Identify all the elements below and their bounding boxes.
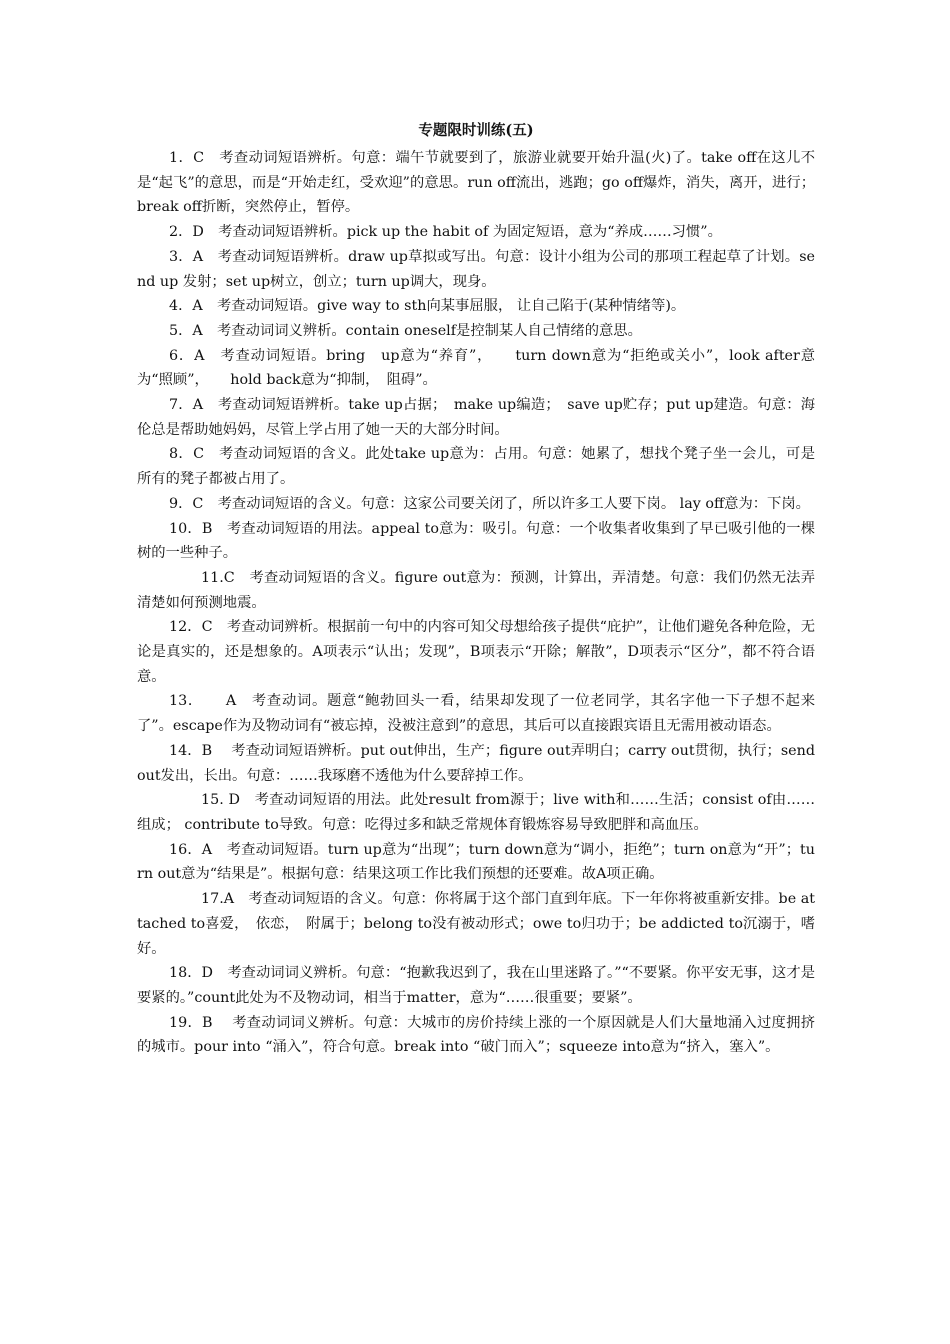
answer-item-14: 14．B 考查动词短语辨析。put out伸出，生产；figure out弄明白；carry out贯彻，执行；send out发出，长出。句意：……我琢磨不透他为什么要辞掉工作。 <box>137 742 815 784</box>
page-title: 专题限时训练(五) <box>418 122 534 139</box>
answer-item-4: 4．A 考查动词短语。give way to sth向某事屈服， 让自己陷于(某种情绪等)。 <box>169 298 686 315</box>
answer-item-12: 12．C 考查动词辨析。根据前一句中的内容可知父母想给孩子提供“庇护”，让他们避免各种危险，无论是真实的，还是想象的。A项表示“认出；发现”，B项表示“开除；解散”，D项表示“区分”，都不符合语意。 <box>137 619 815 685</box>
answer-item-19: 19．B 考查动词词义辨析。句意：大城市的房价持续上涨的一个原因就是人们大量地涌入过度拥挤的城市。pour into “涌入”，符合句意。break into “破门而入”；squeeze into意为“挤入，塞入”。 <box>137 1014 815 1056</box>
answer-item-10: 10．B 考查动词短语的用法。appeal to意为：吸引。句意：一个收集者收集到了早已吸引他的一棵树的一些种子。 <box>137 520 815 562</box>
answer-item-2: 2．D 考查动词短语辨析。pick up the habit of 为固定短语，意为“养成……习惯”。 <box>169 224 722 241</box>
answer-item-17: 17.A 考查动词短语的含义。句意：你将属于这个部门直到年底。下一年你将被重新安排。be attached to喜爱， 依恋， 附属于；belong to没有被动形式；owe to归功于；be addicted to沉溺于，嗜好。 <box>137 891 815 957</box>
answer-item-5: 5．A 考查动词词义辨析。contain oneself是控制某人自己情绪的意思。 <box>169 322 642 339</box>
answer-item-16: 16．A 考查动词短语。turn up意为“出现”；turn down意为“调小，拒绝”；turn on意为“开”；turn out意为“结果是”。根据句意：结果这项工作比我们预想的还要难。故A项正确。 <box>137 841 815 883</box>
answer-item-7: 7．A 考查动词短语辨析。take up占据； make up编造； save up贮存；put up建造。句意：海伦总是帮助她妈妈，尽管上学占用了她一天的大部分时间。 <box>137 397 815 438</box>
answer-item-9: 9．C 考查动词短语的含义。句意：这家公司要关闭了，所以许多工人要下岗。 lay off意为：下岗。 <box>169 495 810 512</box>
answer-item-15: 15. D 考查动词短语的用法。此处result from源于；live with和……生活；consist of由……组成； contribute to导致。句意：吃得过多和缺乏常规体育锻炼容易导致肥胖和高血压。 <box>137 792 815 833</box>
answer-item-18: 18．D 考查动词词义辨析。句意：“抱歉我迟到了，我在山里迷路了。”“不要紧。你平安无事，这才是要紧的。”count此处为不及物动词，相当于matter，意为“……很重要；要紧”。 <box>137 965 815 1006</box>
answer-list <box>137 146 815 1060</box>
answer-item-11: 11.C 考查动词短语的含义。figure out意为：预测，计算出，弄清楚。句意：我们仍然无法弄清楚如何预测地震。 <box>137 569 815 611</box>
answer-item-13: 13． A 考查动词。题意“鲍勃回头一看，结果却发现了一位老同学，其名字他一下子想不起来了”。escape作为及物动词有“被忘掉，没被注意到”的意思，其后可以直接跟宾语且无需用被动语态。 <box>137 693 815 735</box>
answer-item-1: 1．C 考查动词短语辨析。句意：端午节就要到了，旅游业就要开始升温(火)了。take off在这儿不是“起飞”的意思，而是“开始走红，受欢迎”的意思。run off流出，逃跑；go off爆炸，消失，离开，进行；break off折断，突然停止，暂停。 <box>137 150 815 216</box>
answer-document <box>137 120 815 1060</box>
answer-item-6: 6．A 考查动词短语。bring up意为“养育”， turn down意为“拒绝或关小”，look after意为“照顾”， hold back意为“抑制， 阻碍”。 <box>137 347 815 389</box>
answer-item-8: 8．C 考查动词短语的含义。此处take up意为：占用。句意：她累了，想找个凳子坐一会儿，可是所有的凳子都被占用了。 <box>137 446 815 488</box>
answer-item-3: 3．A 考查动词短语辨析。draw up草拟或写出。句意：设计小组为公司的那项工程起草了计划。send up 发射；set up树立，创立；turn up调大，现身。 <box>137 248 815 290</box>
